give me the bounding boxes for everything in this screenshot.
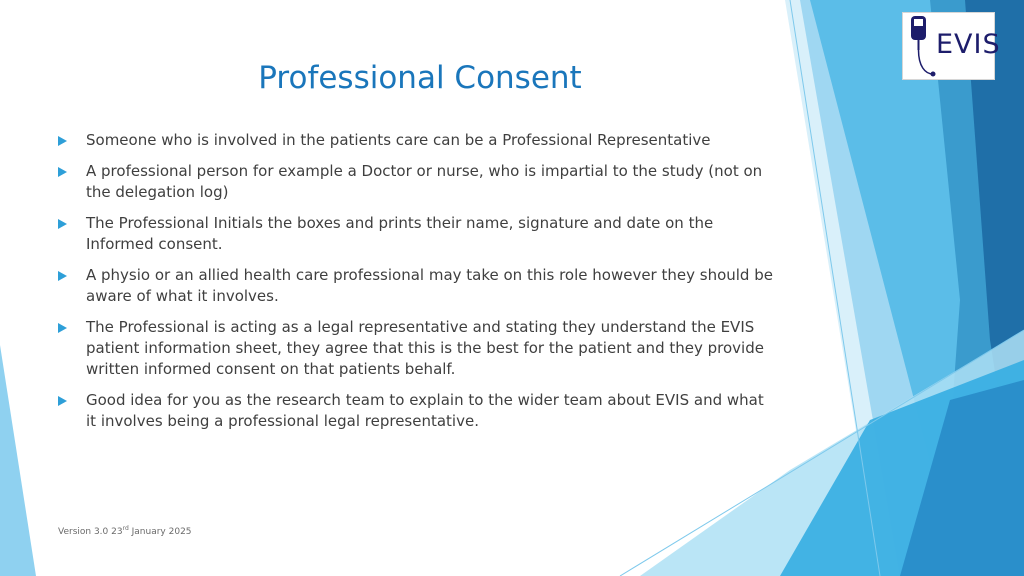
bullet-item — [58, 390, 778, 432]
bullet-arrow-icon — [58, 167, 67, 177]
bullet-item — [58, 130, 778, 151]
bullet-item — [58, 265, 778, 307]
bullet-arrow-icon — [58, 271, 67, 281]
bullet-arrow-icon — [58, 323, 67, 333]
slide-title: Professional Consent — [258, 60, 582, 96]
bullet-text: Good idea for you as the research team to explain to the wider team about EVIS and what it involves being a professional legal representative. — [86, 391, 764, 430]
footer-version: Version 3.0 23 — [58, 527, 123, 537]
bullet-item — [58, 213, 778, 255]
bullet-item — [58, 161, 778, 203]
bullet-list — [58, 130, 778, 442]
bullet-text: A physio or an allied health care professional may take on this role however they should be aware of what it involves. — [86, 266, 773, 305]
bullet-arrow-icon — [58, 396, 67, 406]
evis-logo — [902, 12, 1001, 80]
footer-date: January 2025 — [131, 527, 192, 537]
bullet-item — [58, 317, 778, 380]
bullet-text: A professional person for example a Doctor or nurse, who is impartial to the study (not on the delegation log) — [86, 162, 763, 201]
bullet-text: The Professional Initials the boxes and prints their name, signature and date on the Informed consent. — [86, 214, 714, 253]
logo-text: EVIS — [936, 29, 1001, 60]
footer-ordinal: rd — [122, 525, 129, 532]
version-footer — [58, 525, 192, 537]
bullet-text: The Professional is acting as a legal representative and stating they understand the EVIS patient information sheet, they agree that this is the best for the patient and they provide written informed consent on that patients behalf. — [86, 318, 764, 378]
bullet-text: Someone who is involved in the patients care can be a Professional Representative — [86, 131, 711, 149]
facet-left-sliver — [0, 345, 36, 576]
bullet-arrow-icon — [58, 136, 67, 146]
bullet-arrow-icon — [58, 219, 67, 229]
